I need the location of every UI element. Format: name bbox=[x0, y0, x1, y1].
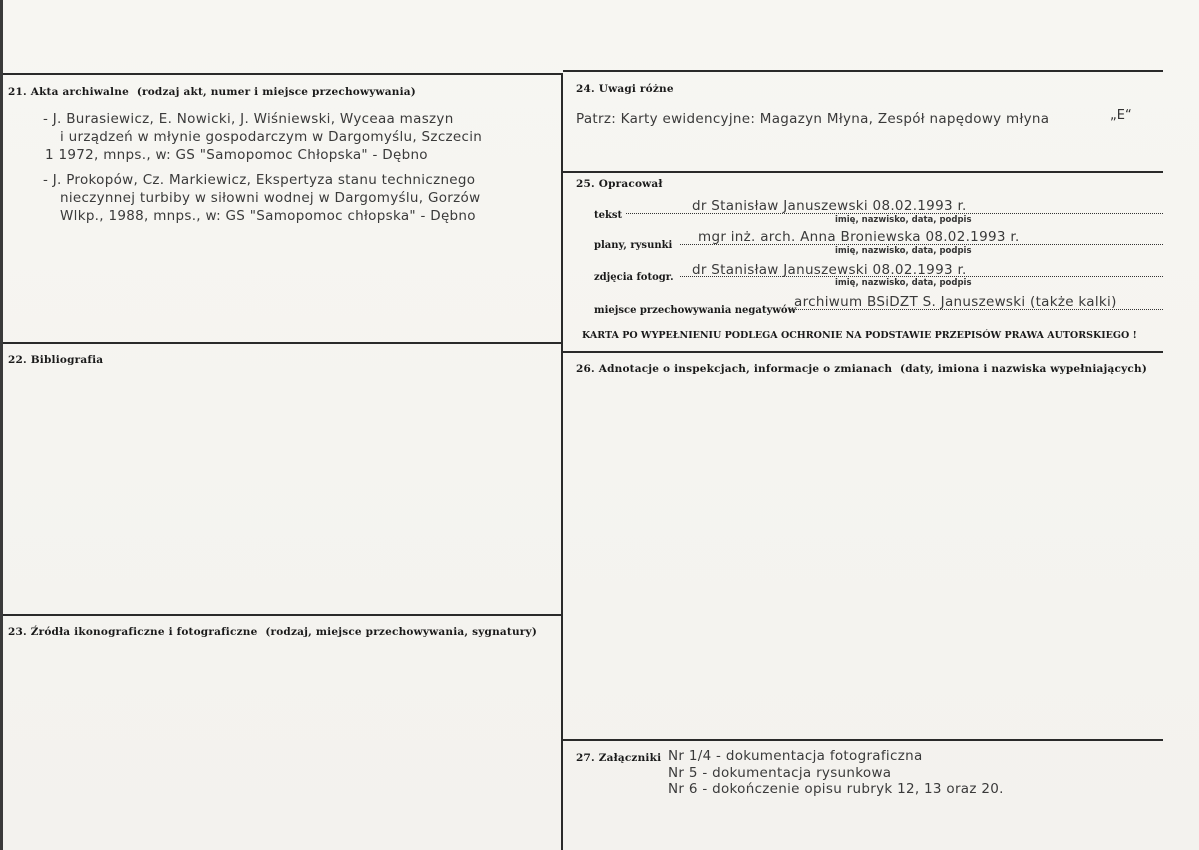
s25-row3-value: dr Stanisław Januszewski 08.02.1993 r. bbox=[692, 262, 967, 278]
s21-entry1-line3: 1 1972, mnps., w: GS "Samopomoc Chłopska" - Dębno bbox=[45, 147, 428, 163]
s25-row4-value: archiwum BSiDZT S. Januszewski (także kalki) bbox=[794, 294, 1117, 310]
rule-21-22 bbox=[3, 342, 563, 344]
section-26-label bbox=[576, 363, 1147, 375]
s27-line1: Nr 1/4 - dokumentacja fotograficzna bbox=[668, 748, 923, 764]
section-25-label: 25. Opracował bbox=[576, 178, 663, 190]
s21-entry1-line1: - J. Burasiewicz, E. Nowicki, J. Wiśniewski, Wyceaa maszyn bbox=[43, 111, 454, 127]
s21-entry2-line1: - J. Prokopów, Cz. Markiewicz, Ekspertyza stanu technicznego bbox=[43, 172, 476, 188]
rule-24-25 bbox=[563, 171, 1163, 173]
s27-line2: Nr 5 - dokumentacja rysunkowa bbox=[668, 765, 892, 781]
s25-row2-label: plany, rysunki bbox=[594, 240, 673, 251]
top-rule-right bbox=[563, 70, 1163, 72]
s25-row2-caption: imię, nazwisko, data, podpis bbox=[835, 246, 972, 256]
card-edge bbox=[0, 0, 3, 850]
s27-line3: Nr 6 - dokończenie opisu rubryk 12, 13 oraz 20. bbox=[668, 781, 1004, 797]
section-26-title: 26. Adnotacje o inspekcjach, informacje o zmianach bbox=[576, 363, 893, 375]
section-27-label: 27. Załączniki bbox=[576, 752, 662, 764]
s25-row1-caption: imię, nazwisko, data, podpis bbox=[835, 215, 972, 225]
s21-entry2-line3: Wlkp., 1988, mnps., w: GS "Samopomoc chłopska" - Dębno bbox=[60, 208, 476, 224]
section-23-hint: (rodzaj, miejsce przechowywania, sygnatury) bbox=[265, 626, 537, 638]
section-26-hint: (daty, imiona i nazwiska wypełniających) bbox=[900, 363, 1148, 375]
s25-row1-value: dr Stanisław Januszewski 08.02.1993 r. bbox=[692, 198, 967, 214]
s25-row3-caption: imię, nazwisko, data, podpis bbox=[835, 278, 972, 288]
section-22-label: 22. Bibliografia bbox=[8, 354, 104, 366]
s25-row4-label: miejsce przechowywania negatywów bbox=[594, 305, 797, 316]
s25-row1-label: tekst bbox=[594, 210, 623, 221]
section-21-hint: (rodzaj akt, numer i miejsce przechowywania) bbox=[136, 86, 416, 98]
section-24-label: 24. Uwagi różne bbox=[576, 83, 674, 95]
rule-26-27 bbox=[563, 739, 1163, 741]
s21-entry1-line2: i urządzeń w młynie gospodarczym w Dargomyślu, Szczecin bbox=[60, 129, 483, 145]
rule-25-26 bbox=[563, 351, 1163, 353]
s24-handwritten-mark: „E“ bbox=[1110, 108, 1132, 123]
section-23-label bbox=[8, 626, 537, 638]
s25-row2-value: mgr inż. arch. Anna Broniewska 08.02.1993 r. bbox=[698, 229, 1020, 245]
s21-entry2-line2: nieczynnej turbiby w siłowni wodnej w Dargomyślu, Gorzów bbox=[60, 190, 481, 206]
section-23-title: 23. Źródła ikonograficzne i fotograficzne bbox=[8, 626, 258, 638]
section-21-title: 21. Akta archiwalne bbox=[8, 86, 129, 98]
s24-text: Patrz: Karty ewidencyjne: Magazyn Młyna, Zespół napędowy młyna bbox=[576, 111, 1050, 127]
s25-row3-label: zdjęcia fotogr. bbox=[594, 272, 674, 283]
copyright-notice: KARTA PO WYPEŁNIENIU PODLEGA OCHRONIE NA PODSTAWIE PRZEPISÓW PRAWA AUTORSKIEGO ! bbox=[582, 330, 1137, 341]
center-divider bbox=[561, 73, 563, 850]
top-rule-left bbox=[3, 73, 563, 75]
section-21-label bbox=[8, 86, 416, 98]
rule-22-23 bbox=[3, 614, 563, 616]
